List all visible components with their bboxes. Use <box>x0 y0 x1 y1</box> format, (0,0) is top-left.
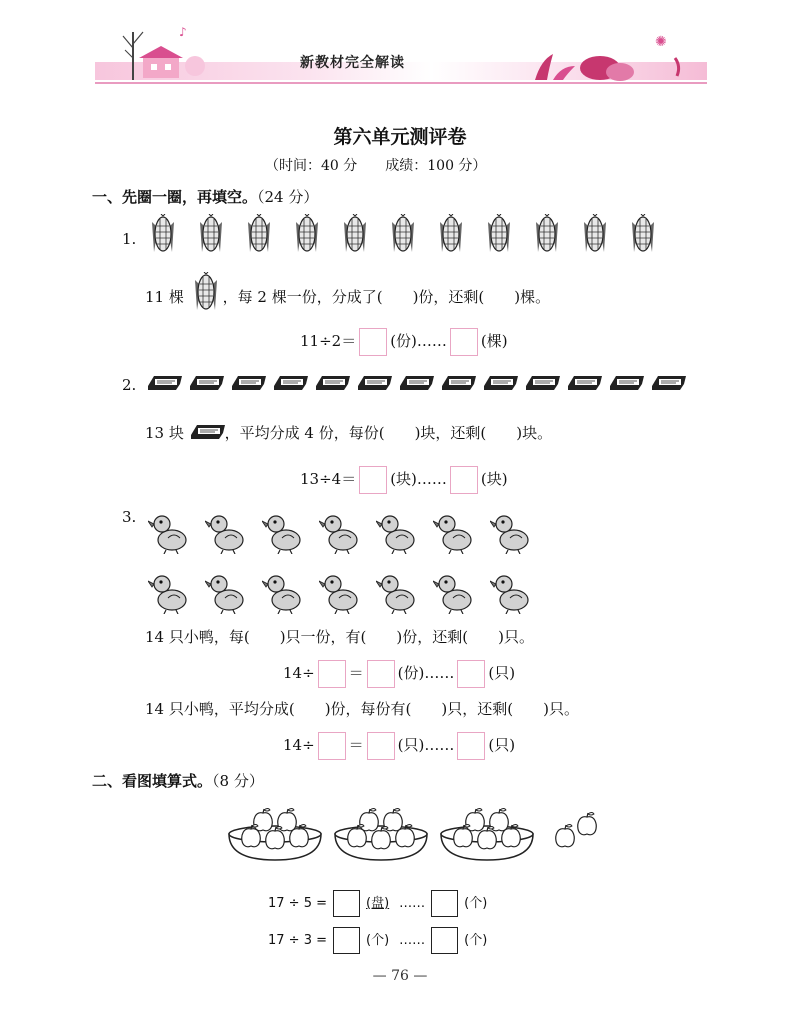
plate-icon <box>441 809 533 861</box>
s2-eq2-left: 17 ÷ 3 = <box>268 933 327 948</box>
section1-heading <box>92 186 318 207</box>
duckling-icon <box>205 570 245 614</box>
corn-icon <box>628 214 658 254</box>
hill-icon-2 <box>606 63 634 81</box>
duckling-icon <box>376 510 416 554</box>
corn-icon <box>292 214 322 254</box>
eraser-icon <box>230 372 266 392</box>
flower-plant-icon <box>535 54 575 80</box>
q2-answer-box-quotient[interactable] <box>359 466 387 494</box>
q2-eq-unit1: (块)…… <box>390 470 447 488</box>
q3-equation-1 <box>283 660 515 688</box>
page-number: — 76 — <box>372 968 428 984</box>
q1-answer-box-quotient[interactable] <box>359 328 387 356</box>
s2-eq1-unit2: (个) <box>464 896 488 911</box>
eraser-icon <box>398 372 434 392</box>
apple-icon <box>578 813 596 835</box>
corn-icon <box>388 214 418 254</box>
q3-eq1-unit1: (份)…… <box>397 664 455 682</box>
tree-icon <box>123 32 143 80</box>
s2-eq1-unit1: (盘) <box>366 896 390 911</box>
s2-eq1-dots: …… <box>399 896 426 911</box>
corn-icon <box>191 272 221 312</box>
duckling-icon <box>148 510 188 554</box>
q3-eq1-box-remainder[interactable] <box>457 660 485 688</box>
eraser-icon <box>272 372 308 392</box>
q3-eq2-mid: ＝ <box>348 736 364 754</box>
q3-text-2: 14 只小鸭，平均分成( )份，每份有( )只，还剩( )只。 <box>145 700 579 718</box>
section2-points: （8 分） <box>212 772 264 790</box>
q2-number: 2. <box>122 376 137 394</box>
eraser-icon <box>482 372 518 392</box>
bird-icon: ♪ <box>179 25 187 39</box>
q1-text <box>145 284 550 312</box>
duckling-icon <box>490 510 530 554</box>
q3-duck-row-1 <box>148 510 530 554</box>
plate-icon <box>335 809 427 861</box>
eraser-icon <box>188 372 224 392</box>
q2-eraser-row <box>146 372 686 392</box>
q2-text <box>145 422 552 443</box>
section2-heading <box>92 770 264 791</box>
apple-icon <box>556 825 574 847</box>
duckling-icon <box>205 510 245 554</box>
sprout-icon <box>675 58 679 76</box>
q1-text-b: ，每 2 棵一份，分成了( )份，还剩( )棵。 <box>222 288 551 306</box>
corn-icon <box>244 214 274 254</box>
q3-eq1-box-quotient[interactable] <box>367 660 395 688</box>
eraser-icon <box>314 372 350 392</box>
eraser-icon <box>146 372 182 392</box>
corn-icon <box>436 214 466 254</box>
eraser-icon <box>356 372 392 392</box>
q3-equation-2 <box>283 732 515 760</box>
corn-icon <box>148 214 178 254</box>
s2-eq1-left: 17 ÷ 5 = <box>268 896 327 911</box>
header-title: 新教材完全解读 <box>300 55 405 71</box>
q2-eq-unit2: (块) <box>480 470 508 488</box>
q3-eq1-mid: ＝ <box>348 664 364 682</box>
s2-eq1-box-quotient[interactable] <box>333 890 360 917</box>
eraser-icon <box>524 372 560 392</box>
section1-heading-text: 一、先圈一圈，再填空。 <box>92 188 258 206</box>
q3-text-1: 14 只小鸭，每( )只一份，有( )份，还剩( )只。 <box>145 628 534 646</box>
q2-eq-left: 13÷4＝ <box>300 470 357 488</box>
q3-eq2-unit1: (只)…… <box>397 736 455 754</box>
duckling-icon <box>433 510 473 554</box>
q3-eq2-box-divisor[interactable] <box>318 732 346 760</box>
corn-icon <box>532 214 562 254</box>
s2-eq1-box-remainder[interactable] <box>431 890 458 917</box>
eraser-icon <box>566 372 602 392</box>
q1-eq-unit2: (棵) <box>480 332 508 350</box>
q3-eq1-box-divisor[interactable] <box>318 660 346 688</box>
duckling-icon <box>376 570 416 614</box>
corn-icon <box>196 214 226 254</box>
q3-eq2-unit2: (只) <box>488 736 516 754</box>
q1-text-a: 11 棵 <box>145 288 184 306</box>
bush-icon <box>185 56 205 76</box>
test-title: 第六单元测评卷 <box>333 126 467 148</box>
eraser-icon <box>440 372 476 392</box>
q3-eq2-left: 14÷ <box>283 736 315 754</box>
test-meta: （时间：40 分 成绩：100 分） <box>265 158 487 174</box>
eraser-icon <box>189 421 225 441</box>
duckling-icon <box>262 570 302 614</box>
q2-text-b: ，平均分成 4 份，每份( )块，还剩( )块。 <box>224 424 553 442</box>
q3-duck-row-2 <box>148 570 530 614</box>
s2-eq2-box-remainder[interactable] <box>431 927 458 954</box>
s2-eq2-box-quotient[interactable] <box>333 927 360 954</box>
duckling-icon <box>433 570 473 614</box>
q3-eq1-left: 14÷ <box>283 664 315 682</box>
q1-number: 1. <box>122 230 137 248</box>
duckling-icon <box>319 510 359 554</box>
duckling-icon <box>319 570 359 614</box>
eraser-icon <box>608 372 644 392</box>
s2-eq2-unit1: (个) <box>366 933 390 948</box>
duckling-icon <box>490 570 530 614</box>
q1-answer-box-remainder[interactable] <box>450 328 478 356</box>
section2-heading-text: 二、看图填算式。 <box>92 772 213 790</box>
duckling-icon <box>148 570 188 614</box>
q1-corn-row <box>148 214 658 254</box>
corn-icon <box>484 214 514 254</box>
house-icon <box>139 46 183 78</box>
sparkle-icon: ✺ <box>655 34 667 50</box>
eraser-icon <box>650 372 686 392</box>
q1-equation <box>300 328 508 356</box>
duckling-icon <box>262 510 302 554</box>
apple-plates-illustration <box>225 796 615 876</box>
section2-equation-1 <box>268 890 487 917</box>
section1-points: （24 分） <box>257 188 319 206</box>
q3-eq2-box-remainder[interactable] <box>457 732 485 760</box>
q2-answer-box-remainder[interactable] <box>450 466 478 494</box>
s2-eq2-dots: …… <box>399 933 426 948</box>
q3-eq1-unit2: (只) <box>488 664 516 682</box>
s2-eq2-unit2: (个) <box>464 933 488 948</box>
q2-equation <box>300 466 508 494</box>
plate-icon <box>229 809 321 861</box>
q1-eq-left: 11÷2＝ <box>300 332 357 350</box>
corn-icon <box>580 214 610 254</box>
q3-eq2-box-quotient[interactable] <box>367 732 395 760</box>
section2-equation-2 <box>268 927 487 954</box>
q3-number: 3. <box>122 508 137 526</box>
q2-text-a: 13 块 <box>145 424 184 442</box>
q1-eq-unit1: (份)…… <box>390 332 447 350</box>
corn-icon <box>340 214 370 254</box>
